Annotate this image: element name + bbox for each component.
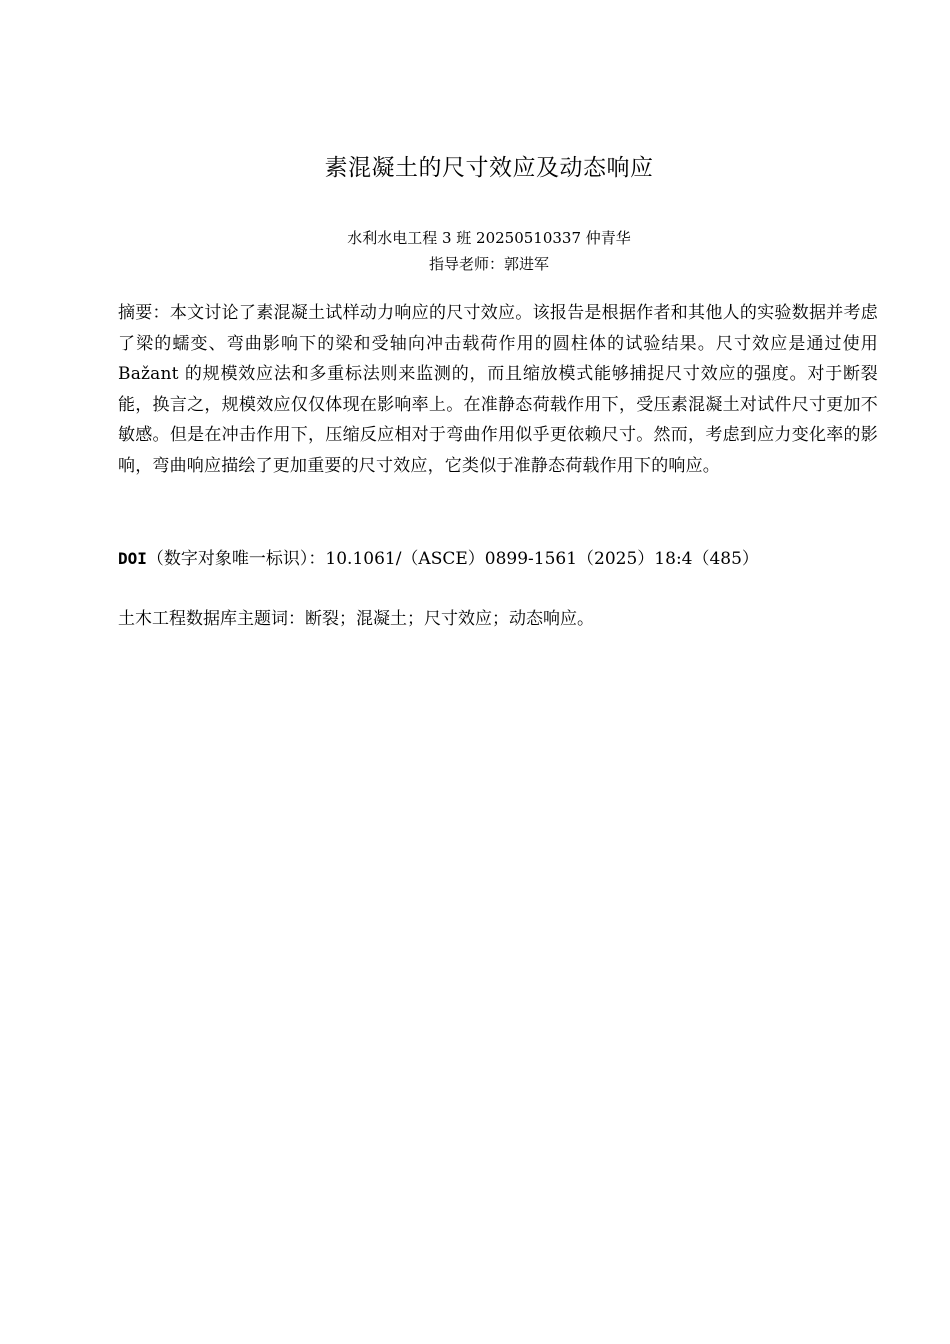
- doi-label: DOI: [118, 549, 147, 568]
- abstract-label: 摘要：: [118, 303, 170, 323]
- keywords-label: 土木工程数据库主题词：: [118, 609, 305, 629]
- keywords-line: [118, 604, 878, 634]
- author-line: 水利水电工程 3 班 20250510337 仲青华: [347, 229, 631, 247]
- advisor-line: 指导老师：郭进军: [428, 255, 549, 273]
- doi-label-suffix: （数字对象唯一标识）：: [146, 549, 326, 569]
- abstract-paragraph: [118, 298, 878, 481]
- doi-line: [118, 544, 878, 574]
- paper-title: 素混凝土的尺寸效应及动态响应: [324, 155, 654, 181]
- doi-value: 10.1061/（ASCE）0899-1561（2025）18:4（485）: [325, 549, 759, 569]
- abstract-text: 本文讨论了素混凝土试样动力响应的尺寸效应。该报告是根据作者和其他人的实验数据并考虑了梁的蠕变、弯曲影响下的梁和受轴向冲击载荷作用的圆柱体的试验结果。尺寸效应是通过使用 Bažant 的规模效应法和多重标法则来监测的，而且缩放模式能够捕捉尺寸效应的强度。对于断裂能，换言之，规模效应仅仅体现在影响率上。在准静态荷载作用下，受压素混凝土对试件尺寸更加不敏感。但是在冲击作用下，压缩反应相对于弯曲作用似乎更依赖尺寸。然而，考虑到应力变化率的影响，弯曲响应描绘了更加重要的尺寸效应，它类似于准静态荷载作用下的响应。: [118, 303, 878, 476]
- keywords-value: 断裂；混凝土；尺寸效应；动态响应。: [305, 609, 594, 629]
